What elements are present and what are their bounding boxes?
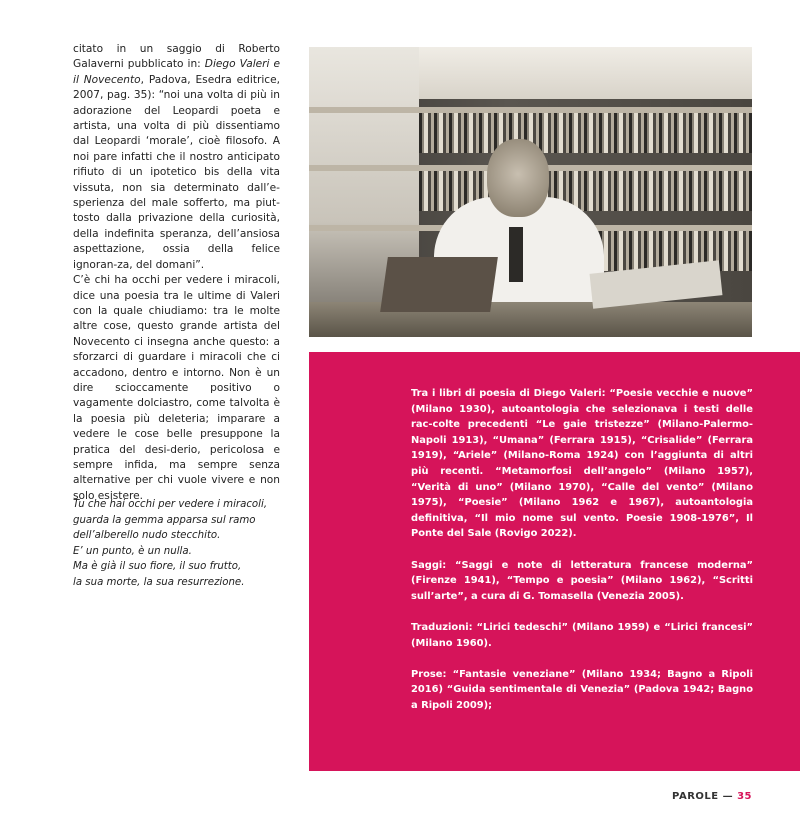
bibliography-poetry: Tra i libri di poesia di Diego Valeri: “Poesie vecchie e nuove” (Milano 1930), autoantologia che selezionava i testi delle rac-colte precedenti “Le gaie tristezze” (Milano-Palermo-Napoli 1913), “Umana” (Ferrara 1915), “Crisalide” (Ferrara 1919), “Ariele” (Milano-Roma 1924) con l’aggiunta di altri più recenti. “Metamorfosi dell’angelo” (Milano 1957), “Verità di uno” (Milano 1970), “Calle del vento” (Milano 1975), “Poesie” (Milano 1962 e 1967), autoantologia definitiva, “Il mio nome sul vento. Poesie 1908-1976”, Il Ponte del Sale (Rovigo 2022).	[411, 388, 753, 540]
poem-line: dell’alberello nudo stecchito.	[73, 530, 221, 542]
portrait-photo	[309, 47, 752, 337]
book-title-italic: Diego Valeri e il Novecento	[73, 58, 280, 86]
bibliography-translations: Traduzioni: “Lirici tedeschi” (Milano 1959) e “Lirici francesi” (Milano 1960).	[411, 621, 753, 649]
photo-wall	[419, 47, 752, 99]
bibliography-essays: Saggi: “Saggi e note di letteratura francese moderna” (Firenze 1941), “Tempo e poesia” (Milano 1962), “Scritti sull’arte”, a cura di G. Tomasella (Venezia 2005).	[411, 559, 753, 602]
photo-person-head	[487, 139, 549, 217]
poem-line: E’ un punto, è un nulla.	[73, 545, 192, 557]
bibliography-text	[411, 386, 753, 729]
article-left-column	[73, 42, 280, 504]
article-paragraph-1	[73, 42, 280, 273]
bibliography-box	[309, 352, 800, 771]
footer-section: PAROLE —	[672, 791, 734, 802]
bibliography-prose: Prose: “Fantasie veneziane” (Milano 1934; Bagno a Ripoli 2016) “Guida sentimentale di Venezia” (Padova 1942; Bagno a Ripoli 2009);	[411, 668, 753, 711]
page-number: 35	[737, 791, 752, 802]
poem-line: guarda la gemma apparsa sul ramo	[73, 514, 256, 526]
article-paragraph-2: C’è chi ha occhi per vedere i miracoli, dice una poesia tra le ultime di Valeri con la quale chiudiamo: tra le molte altre cose, questo grande artista del Novecento ci insegna anche questo: a sforzarci di guardare i miracoli che ci accadono, dentro e intorno. Non è un dire scioccamente positivo o vagamente dolciastro, come talvolta è la poesia più deleteria; imparare a vedere le cose belle presuppone la pratica del desi-derio, pericolosa e sempre infida, ma sempre senza alternative per chi vuole vivere e non solo esistere.	[73, 274, 280, 502]
poem-line: la sua morte, la sua resurrezione.	[73, 576, 245, 588]
paragraph-text: citato in un saggio di Roberto Galaverni pubblicato in:	[73, 43, 280, 71]
photo-books	[419, 113, 752, 153]
photo-person-tie	[509, 227, 523, 282]
poem-line: Ma è già il suo fiore, il suo frutto,	[73, 561, 242, 573]
poem-line: Tu che hai occhi per vedere i miracoli,	[73, 499, 268, 510]
poem-excerpt	[73, 497, 288, 591]
photo-wooden-box	[380, 257, 498, 312]
photo-desk	[309, 302, 752, 337]
page-footer	[672, 791, 752, 802]
paragraph-text: , Padova, Esedra editrice, 2007, pag. 35): “noi una volta di più in adorazione del Leopardi poeta e artista, una volta di più dissentiamo dal Leopardi ‘morale’, cioè filosofo. A noi pare infatti che il nostro anticipato rifiuto di un ipotetico bis della vita vissuta, non sia determinato dall’e-sperienza del male sofferto, ma piut-tosto dalla privazione della curiosità, della indefinita speranza, dell’ansiosa aspettazione, ossia della felice ignoran-za, del domani”.	[73, 73, 280, 271]
